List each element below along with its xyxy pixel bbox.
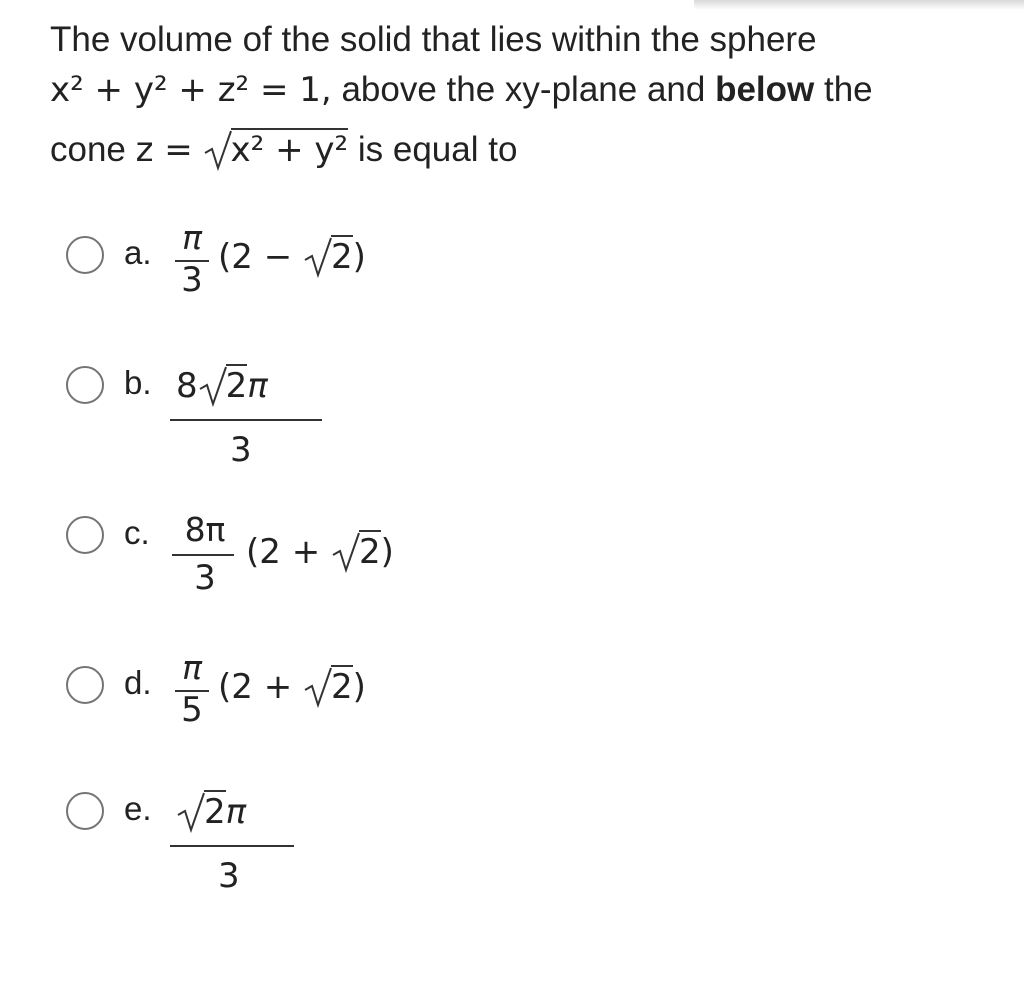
sqrt-symbol-icon (176, 790, 206, 834)
option-d[interactable] (66, 648, 716, 761)
option-d-sqrt: 2 (303, 665, 353, 707)
option-c-numerator: 8π (184, 510, 226, 549)
fraction-bar (172, 554, 234, 556)
radio-option-b[interactable] (66, 366, 104, 404)
option-c[interactable] (66, 510, 716, 611)
fraction-bar (170, 419, 322, 421)
option-a-denominator: 3 (181, 260, 203, 300)
sqrt-symbol-icon (331, 530, 361, 574)
option-d-label: d. (124, 664, 152, 701)
option-b-label: b. (124, 364, 152, 401)
radio-option-e[interactable] (66, 792, 104, 830)
question-line-2: x² + y² + z² = 1, above the xy-plane and below the (50, 70, 873, 110)
option-e[interactable] (66, 790, 716, 896)
option-b-sqrt: 2 (198, 364, 248, 406)
option-c-denominator: 3 (194, 558, 216, 598)
radio-option-d[interactable] (66, 666, 104, 704)
option-c-fraction (170, 510, 240, 602)
sqrt-symbol-icon (198, 364, 228, 408)
option-e-sqrt: 2 (176, 790, 226, 832)
option-d-parenthetical: (2 + 2) (218, 667, 366, 707)
emphasis-below: below (715, 70, 815, 109)
option-a-parenthetical: (2 − 2) (218, 237, 366, 277)
option-e-denominator: 3 (218, 856, 240, 896)
question-line-3: cone z = x² + y² is equal to (50, 130, 518, 170)
fraction-bar (170, 845, 294, 847)
option-c-sqrt: 2 (331, 530, 381, 572)
option-a-label: a. (124, 234, 152, 271)
option-c-parenthetical: (2 + 2) (246, 532, 394, 572)
option-e-label: e. (124, 790, 152, 827)
question-line-1: The volume of the solid that lies within the sphere (50, 20, 817, 59)
option-e-numerator: 2π (176, 790, 246, 832)
option-a[interactable] (66, 218, 716, 331)
option-a-sqrt: 2 (303, 235, 353, 277)
cone-radicand: x² + y² (230, 130, 349, 170)
option-d-numerator: π (182, 648, 202, 687)
option-b-numerator: 8 2π (176, 366, 268, 406)
option-d-fraction (170, 648, 214, 740)
sphere-equation: x² + y² + z² = 1, (50, 70, 332, 110)
option-c-label: c. (124, 514, 150, 551)
cone-lhs: z = (135, 130, 193, 170)
radio-option-a[interactable] (66, 236, 104, 274)
sqrt-symbol-icon (303, 665, 333, 709)
sqrt-symbol-icon (303, 235, 333, 279)
radio-option-c[interactable] (66, 516, 104, 554)
option-b-denominator: 3 (230, 430, 252, 470)
option-a-numerator: π (182, 218, 202, 257)
option-a-fraction (170, 218, 214, 310)
option-b[interactable] (66, 364, 716, 470)
option-d-denominator: 5 (181, 690, 203, 730)
